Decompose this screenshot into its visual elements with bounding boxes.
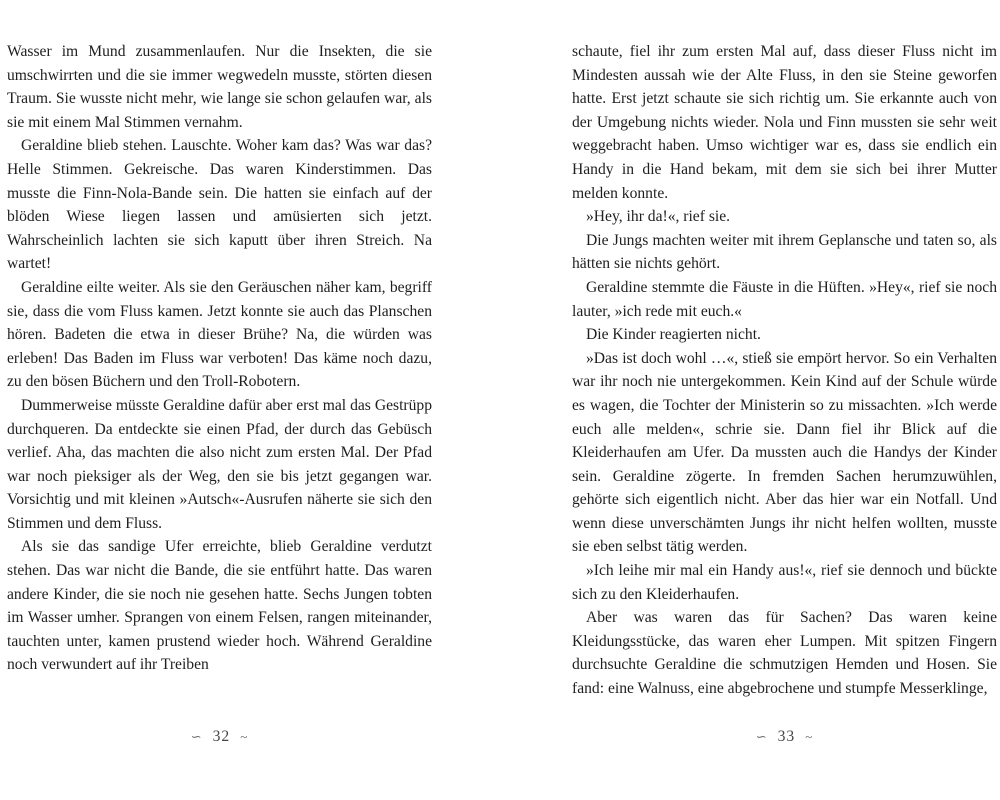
paragraph: Geraldine eilte weiter. Als sie den Geräuschen näher kam, begriff sie, dass die vom Fluss kamen. Jetzt konnte sie auch das Planschen hören. Badeten die etwa in dieser Brühe? Na, die würden was erleben! Das Baden im Fluss war verboten! Das käme noch dazu, zu den bösen Büchern und den Troll-Robotern. bbox=[7, 278, 432, 391]
paragraph: Als sie das sandige Ufer erreichte, blieb Geraldine verdutzt stehen. Das war nicht die Bande, die sie entführt hatte. Das waren andere Kinder, die sie noch nie gesehen hatte. Sechs Jungen tobten im Wasser umher. Sprangen von einem Felsen, rangen miteinander, tauchten unter, kamen prustend wieder hoch. Während Geraldine noch verwundert auf ihr Treiben bbox=[7, 538, 432, 674]
folio-ornament-right: ~ bbox=[240, 729, 249, 744]
page-number-value: 33 bbox=[777, 728, 796, 745]
paragraph: »Das ist doch wohl …«, stieß sie empört hervor. So ein Verhalten war ihr noch nie untergekommen. Kein Kind auf der Schule würde es wagen, die Tochter der Ministerin so zu missachten. »Ich werde euch alle melden«, schrie sie. Dann fiel ihr Blick auf die Kleiderhaufen am Ufer. Da mussten auch die Handys der Kinder sein. Geraldine zögerte. In fremden Sachen herumzuwühlen, gehörte sich eigentlich nicht. Aber das hier war ein Notfall. Und wenn diese unverschämten Jungs ihr nicht helfen wollten, musste sie eben selbst tätig werden. bbox=[572, 349, 997, 556]
paragraph: schaute, fiel ihr zum ersten Mal auf, dass dieser Fluss nicht im Mindesten aussah wie der Alte Fluss, in den sie Steine geworfen hatte. Erst jetzt schaute sie sich richtig um. Sie erkannte auch von der Umgebung nichts wieder. Nola und Finn mussten sie sehr weit weggebracht haben. Umso wichtiger war es, dass sie endlich ein Handy in die Hand bekam, mit dem sie sich bei ihrer Mutter melden konnte. bbox=[572, 43, 997, 202]
folio-ornament-left: ∽ bbox=[190, 729, 203, 744]
paragraph: »Hey, ihr da!«, rief sie. bbox=[586, 208, 731, 226]
page-number-left bbox=[7, 728, 432, 746]
page-number-value: 32 bbox=[212, 728, 231, 745]
folio-ornament-right: ~ bbox=[805, 729, 814, 744]
paragraph: Die Jungs machten weiter mit ihrem Geplansche und taten so, als hätten sie nichts gehört. bbox=[572, 231, 997, 273]
paragraph: Dummerweise müsste Geraldine dafür aber erst mal das Gestrüpp durchqueren. Da entdeckte sie einen Pfad, der durch das Gebüsch verlief. Aha, das machten die also nicht zum ersten Mal. Der Pfad war noch pieksiger als der Weg, den sie bis jetzt gegangen war. Vorsichtig und mit kleinen »Autsch«-Ausrufen näherte sie sich den Stimmen und dem Fluss. bbox=[7, 396, 432, 532]
paragraph: Geraldine blieb stehen. Lauschte. Woher kam das? Was war das? Helle Stimmen. Gekreische. Das waren Kinderstimmen. Das musste die Finn-Nola-Bande sein. Die hatten sie einfach auf der blöden Wiese liegen lassen und amüsierten sich jetzt. Wahrscheinlich lachten sie sich kaputt über ihren Streich. Na wartet! bbox=[7, 137, 432, 273]
paragraph: Die Kinder reagierten nicht. bbox=[586, 326, 761, 344]
left-page bbox=[7, 40, 432, 677]
paragraph: Aber was waren das für Sachen? Das waren keine Kleidungsstücke, das waren eher Lumpen. Mit spitzen Fingern durchsuchte Geraldine die schmutzigen Hemden und Hosen. Sie fand: eine Walnuss, eine abgebrochene und stumpfe Messerklinge, bbox=[572, 609, 997, 698]
right-page bbox=[572, 40, 997, 701]
paragraph: »Ich leihe mir mal ein Handy aus!«, rief sie dennoch und bückte sich zu den Kleiderhaufen. bbox=[572, 562, 997, 603]
page-number-right bbox=[572, 728, 997, 746]
folio-ornament-left: ∽ bbox=[755, 729, 768, 744]
paragraph: Geraldine stemmte die Fäuste in die Hüften. »Hey«, rief sie noch lauter, »ich rede mit euch.« bbox=[572, 278, 997, 320]
paragraph: Wasser im Mund zusammenlaufen. Nur die Insekten, die sie umschwirrten und die sie immer wegwedeln musste, störten diesen Traum. Sie wusste nicht mehr, wie lange sie schon gelaufen war, als sie mit einem Mal Stimmen vernahm. bbox=[7, 43, 432, 131]
